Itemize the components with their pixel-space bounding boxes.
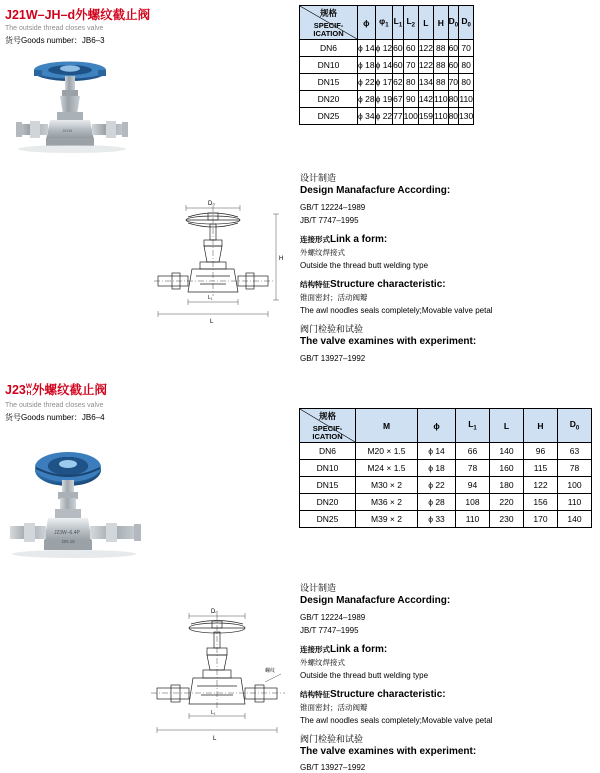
cell-dn: DN6 bbox=[300, 40, 358, 57]
cell: 60 bbox=[393, 40, 403, 57]
section-1-goods-number: 货号Goods number：JB6–3 bbox=[5, 36, 105, 45]
link-heading bbox=[300, 234, 590, 245]
table-row bbox=[300, 57, 474, 74]
design-en-2: Design Manafacfure According: bbox=[300, 595, 451, 606]
spec-table-1 bbox=[299, 5, 474, 125]
cell: 66 bbox=[456, 443, 490, 460]
cell: ϕ 14 bbox=[375, 57, 393, 74]
drawing-label-l1: L₁ bbox=[208, 295, 213, 301]
cell: 130 bbox=[459, 108, 474, 125]
table-row bbox=[300, 443, 592, 460]
col-h: H bbox=[434, 6, 449, 40]
cell: 70 bbox=[403, 57, 418, 74]
col-l1: $L_1$ bbox=[393, 6, 403, 40]
col-l: L bbox=[418, 6, 433, 40]
cell: 80 bbox=[459, 57, 474, 74]
cell: M39 × 2 bbox=[356, 511, 418, 528]
photo-label-dn: DN 15 bbox=[62, 539, 75, 544]
col-d0-a: $D_0$ bbox=[448, 6, 458, 40]
cell: 230 bbox=[490, 511, 524, 528]
product-photo-j23w bbox=[6, 440, 176, 600]
link-cn: 连接形式 bbox=[300, 235, 330, 244]
cell: 90 bbox=[403, 91, 418, 108]
cell: 78 bbox=[456, 460, 490, 477]
cell: M30 × 2 bbox=[356, 477, 418, 494]
cell: 159 bbox=[418, 108, 433, 125]
section-2-subtitle: The outside thread closes valve bbox=[5, 402, 104, 409]
cell: ϕ 17 bbox=[375, 74, 393, 91]
struct-value-cn-2: 锥面密封；活动阀瓣 bbox=[300, 703, 368, 712]
exam-standard-2: GB/T 13927–1992 bbox=[300, 763, 366, 772]
svg-text:J21W: J21W bbox=[62, 128, 73, 133]
cell: 110 bbox=[434, 108, 449, 125]
design-cn: 设计制造 bbox=[300, 173, 337, 183]
info-block-1 bbox=[300, 168, 590, 364]
design-en: Design Manafacfure According: bbox=[300, 185, 451, 196]
cell: 94 bbox=[456, 477, 490, 494]
table-row bbox=[300, 460, 592, 477]
struct-heading-2 bbox=[300, 689, 590, 700]
link-value-cn-2: 外螺纹焊接式 bbox=[300, 658, 345, 667]
cell: 60 bbox=[448, 57, 458, 74]
col2-l1: $L_1$ bbox=[456, 409, 490, 443]
cell: 110 bbox=[456, 511, 490, 528]
product-photo-j21w bbox=[10, 48, 170, 183]
cell: 140 bbox=[558, 511, 592, 528]
cell-dn: DN25 bbox=[300, 108, 358, 125]
table-row bbox=[300, 477, 592, 494]
cell: ϕ 14 bbox=[358, 40, 376, 57]
cell-dn: DN15 bbox=[300, 74, 358, 91]
cell: 122 bbox=[418, 57, 433, 74]
drawing2-label-note: 螺纹 bbox=[265, 668, 276, 674]
link-en: Link a form: bbox=[330, 234, 388, 245]
cell: 156 bbox=[524, 494, 558, 511]
struct-value-en-2: The awl noodles seals completely;Movable valve petal bbox=[300, 716, 493, 725]
cell: ϕ 34 bbox=[358, 108, 376, 125]
photo-label: J23W–6.4P bbox=[54, 530, 80, 536]
standard-1-2: GB/T 12224–1989 bbox=[300, 613, 366, 622]
cell: 170 bbox=[524, 511, 558, 528]
table-row bbox=[300, 40, 474, 57]
cell: 60 bbox=[403, 40, 418, 57]
section-1-subtitle: The outside thread closes valve bbox=[5, 25, 104, 32]
cell: 60 bbox=[393, 57, 403, 74]
link-en-2: Link a form: bbox=[330, 644, 388, 655]
col2-l: L bbox=[490, 409, 524, 443]
cell-dn: DN25 bbox=[300, 511, 356, 528]
cell: 62 bbox=[393, 74, 403, 91]
cell: 80 bbox=[448, 91, 458, 108]
section-2-title bbox=[5, 380, 107, 398]
design-cn-2: 设计制造 bbox=[300, 583, 337, 593]
section-1-title: J21W–JH–d外螺纹截止阀 bbox=[5, 8, 151, 22]
cell: 80 bbox=[403, 74, 418, 91]
section-2-title-rest: 外螺纹截止阀 bbox=[32, 383, 108, 397]
struct-cn: 结构特征 bbox=[300, 280, 330, 289]
struct-heading bbox=[300, 279, 590, 290]
cell: 180 bbox=[490, 477, 524, 494]
table-row bbox=[300, 494, 592, 511]
cell: 110 bbox=[434, 91, 449, 108]
col-l2: $L_2$ bbox=[403, 6, 418, 40]
spec-header-cell bbox=[300, 6, 358, 40]
cell: 88 bbox=[434, 40, 449, 57]
cell: 88 bbox=[434, 74, 449, 91]
struct-en-2: Structure characteristic: bbox=[330, 689, 446, 700]
exam-en-2: The valve examines with experiment: bbox=[300, 746, 477, 757]
cell: 80 bbox=[448, 108, 458, 125]
standard-2: JB/T 7747–1995 bbox=[300, 216, 359, 225]
table-row bbox=[300, 91, 474, 108]
standard-2-2: JB/T 7747–1995 bbox=[300, 626, 359, 635]
cell: 160 bbox=[490, 460, 524, 477]
cell: ϕ 22 bbox=[375, 108, 393, 125]
link-cn-2: 连接形式 bbox=[300, 645, 330, 654]
cell: ϕ 28 bbox=[418, 494, 456, 511]
link-value-en: Outside the thread butt welding type bbox=[300, 261, 429, 270]
exam-standard: GB/T 13927–1992 bbox=[300, 354, 366, 363]
table-row bbox=[300, 74, 474, 91]
section-1-heading bbox=[5, 5, 150, 46]
link-heading-2 bbox=[300, 644, 590, 655]
spec-header-en: SPECIF- ICATION bbox=[313, 21, 344, 38]
cell: 70 bbox=[459, 40, 474, 57]
cell: 100 bbox=[558, 477, 592, 494]
technical-drawing-j23w bbox=[145, 608, 295, 768]
cell: M20 × 1.5 bbox=[356, 443, 418, 460]
exam-en: The valve examines with experiment: bbox=[300, 336, 477, 347]
exam-cn-2: 阀门检验和试验 bbox=[300, 734, 364, 744]
cell: 78 bbox=[558, 460, 592, 477]
cell: 88 bbox=[434, 57, 449, 74]
cell: 134 bbox=[418, 74, 433, 91]
cell: 122 bbox=[418, 40, 433, 57]
cell: 110 bbox=[558, 494, 592, 511]
exam-cn: 阀门检验和试验 bbox=[300, 324, 364, 334]
cell: M24 × 1.5 bbox=[356, 460, 418, 477]
spec-header-cn: 规格 bbox=[319, 8, 337, 18]
cell-dn: DN20 bbox=[300, 494, 356, 511]
cell-dn: DN15 bbox=[300, 477, 356, 494]
drawing-label-h: H bbox=[279, 256, 284, 262]
cell-dn: DN10 bbox=[300, 460, 356, 477]
cell: 96 bbox=[524, 443, 558, 460]
col-d0-b: $D_0$ bbox=[459, 6, 474, 40]
section-2-goods-number: 货号Goods number：JB6–4 bbox=[5, 413, 105, 422]
struct-value-en: The awl noodles seals completely;Movable valve petal bbox=[300, 306, 493, 315]
drawing-label-l: L bbox=[210, 319, 214, 325]
cell-dn: DN20 bbox=[300, 91, 358, 108]
col2-d0: $D_0$ bbox=[558, 409, 592, 443]
cell: 67 bbox=[393, 91, 403, 108]
cell-dn: DN10 bbox=[300, 57, 358, 74]
struct-en: Structure characteristic: bbox=[330, 279, 446, 290]
col-phi1: $\varphi_1$ bbox=[375, 6, 393, 40]
cell: 110 bbox=[459, 91, 474, 108]
spec-header-en-2: SPECIF- ICATION bbox=[312, 424, 343, 441]
info-block-2 bbox=[300, 578, 590, 773]
spec-table-2 bbox=[299, 408, 592, 528]
cell: 115 bbox=[524, 460, 558, 477]
cell: 77 bbox=[393, 108, 403, 125]
spec-header-cn-2: 规格 bbox=[318, 411, 336, 421]
cell: 142 bbox=[418, 91, 433, 108]
section-2-title-main: J23 bbox=[5, 383, 26, 397]
cell: ϕ 14 bbox=[418, 443, 456, 460]
cell: ϕ 12 bbox=[375, 40, 393, 57]
cell-dn: DN6 bbox=[300, 443, 356, 460]
struct-cn-2: 结构特征 bbox=[300, 690, 330, 699]
struct-value-cn: 锥面密封；活动阀瓣 bbox=[300, 293, 368, 302]
link-value-cn: 外螺纹焊接式 bbox=[300, 248, 345, 257]
col-m: M bbox=[356, 409, 418, 443]
cell: 122 bbox=[524, 477, 558, 494]
table-row bbox=[300, 108, 474, 125]
cell: 63 bbox=[558, 443, 592, 460]
cell: ϕ 22 bbox=[418, 477, 456, 494]
cell: 220 bbox=[490, 494, 524, 511]
cell: 60 bbox=[448, 40, 458, 57]
drawing2-label-d0: D₀ bbox=[211, 609, 218, 615]
standard-1: GB/T 12224–1989 bbox=[300, 203, 366, 212]
drawing2-label-l1: L₁ bbox=[211, 710, 216, 716]
section-2-title-sup: W H bbox=[25, 383, 32, 397]
cell: 80 bbox=[459, 74, 474, 91]
cell: 100 bbox=[403, 108, 418, 125]
cell: ϕ 22 bbox=[358, 74, 376, 91]
col2-h: H bbox=[524, 409, 558, 443]
cell: 70 bbox=[448, 74, 458, 91]
link-value-en-2: Outside the thread butt welding type bbox=[300, 671, 429, 680]
cell: 140 bbox=[490, 443, 524, 460]
cell: M36 × 2 bbox=[356, 494, 418, 511]
drawing-label-d0: D₀ bbox=[208, 201, 215, 207]
drawing2-label-l: L bbox=[213, 736, 217, 742]
cell: ϕ 33 bbox=[418, 511, 456, 528]
cell: ϕ 18 bbox=[418, 460, 456, 477]
cell: ϕ 18 bbox=[358, 57, 376, 74]
technical-drawing-j21w bbox=[148, 196, 288, 356]
col2-phi: ϕ bbox=[418, 409, 456, 443]
col-phi: ϕ bbox=[358, 6, 376, 40]
table-row bbox=[300, 511, 592, 528]
spec-header-cell-2 bbox=[300, 409, 356, 443]
cell: ϕ 19 bbox=[375, 91, 393, 108]
cell: ϕ 28 bbox=[358, 91, 376, 108]
cell: 108 bbox=[456, 494, 490, 511]
section-2-heading bbox=[5, 380, 107, 423]
